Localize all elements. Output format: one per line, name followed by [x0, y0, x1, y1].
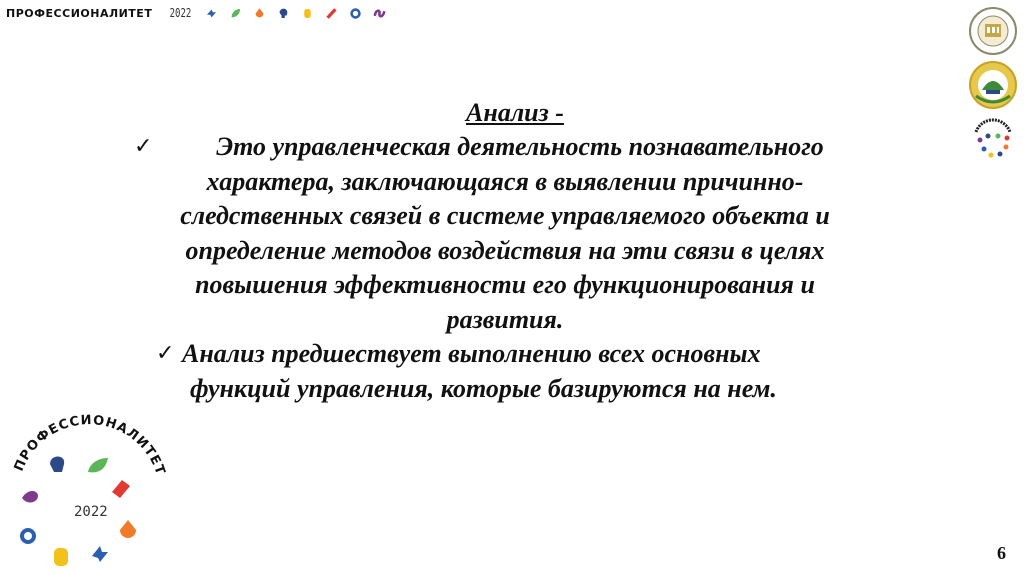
bullet-precedence — [156, 337, 890, 406]
college-seal-emblem — [968, 6, 1018, 56]
red-bolt-icon — [325, 7, 338, 20]
navy-head-icon — [277, 7, 290, 20]
bullet-line: развития. — [446, 304, 564, 334]
bullet-definition — [120, 130, 890, 337]
bullet-line: Это управленческая деятельность познавательного — [216, 132, 824, 161]
blue-figure-icon — [205, 7, 218, 20]
bullet-line: следственных связей в системе управляемого объекта и — [180, 201, 830, 230]
emblems-column — [966, 6, 1020, 168]
logo-year: 2022 — [74, 504, 108, 520]
brand-year: 2022 — [169, 6, 192, 20]
bullet-line: Анализ предшествует выполнению всех основных — [182, 339, 761, 368]
page-number: 6 — [997, 543, 1006, 563]
bullet-line: функций управления, которые базируются на нем. — [190, 373, 777, 403]
checkmark-icon: ✓ — [156, 341, 175, 366]
professionalitet-round-logo — [4, 410, 172, 572]
brand-name: ПРОФЕССИОНАЛИТЕТ — [6, 6, 153, 20]
blue-ring-icon — [349, 7, 362, 20]
bullet-line: определение методов воздействия на эти связи в целях — [185, 235, 825, 265]
checkmark-icon: ✓ — [134, 134, 153, 159]
green-leaf-icon — [229, 7, 242, 20]
slide-content — [120, 96, 890, 406]
bullet-line: характера, заключающаяся в выявлении причинно- — [206, 166, 804, 196]
brand-bar — [6, 2, 386, 24]
slide-title: Анализ - — [466, 98, 564, 127]
purple-swirl-icon — [373, 7, 386, 20]
bullet-line: повышения эффективности его функционирования и — [195, 270, 815, 299]
professionalitet-small-logo — [968, 114, 1018, 164]
brand-icons — [205, 7, 386, 20]
republic-coat-of-arms-emblem — [968, 60, 1018, 110]
logo-arc-text: ПРОФЕССИОНАЛИТЕТ — [11, 413, 168, 478]
yellow-hand-icon — [301, 7, 314, 20]
orange-drop-icon — [253, 7, 266, 20]
